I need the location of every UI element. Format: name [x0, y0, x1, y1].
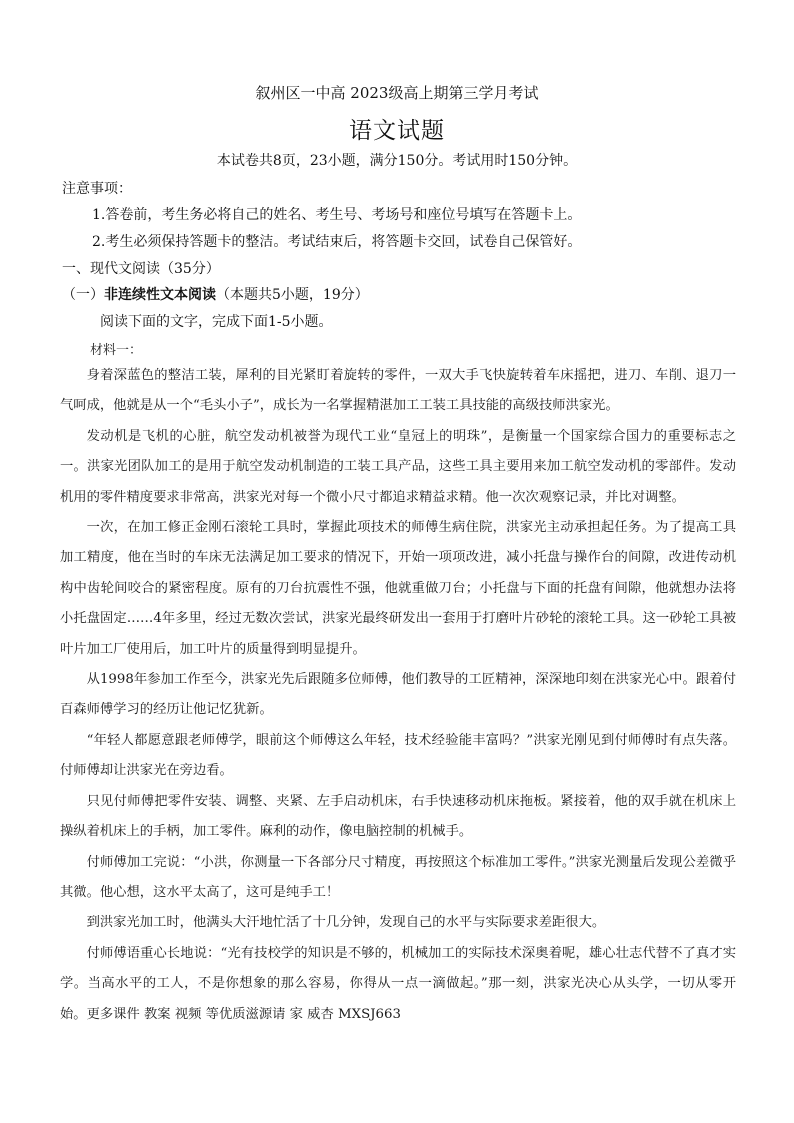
exam-info: 本试卷共8页，23小题，满分150分。考试用时150分钟。: [216, 153, 578, 169]
subject-title: 语文试题: [349, 118, 445, 144]
paragraph: 身着深蓝色的整洁工装，犀利的目光紧盯着旋转的零件，一双大手飞快旋转着车床摇把，进刀、车削、退刀一气呵成，他就是从一个“毛头小子”，成长为一名掌握精湛加工工装工具技能的高级技师洪家光。: [60, 368, 736, 414]
subsection-heading: [62, 284, 369, 304]
paragraph: “年轻人都愿意跟老师傅学，眼前这个师傅这么年轻，技术经验能丰富吗？”洪家光刚见到付师傅时有点失落。付师傅却让洪家光在旁边看。: [60, 732, 736, 779]
paragraph: 只见付师傅把零件安装、调整、夹紧、左手启动机床，右手快速移动机床拖板。紧接着，他的双手就在机床上操纵着机床上的手柄，加工零件。麻利的动作，像电脑控制的机械手。: [60, 793, 736, 840]
exam-title: 叙州区一中高 2023级高上期第三学月考试: [255, 84, 539, 102]
subsection-suffix: （本题共5小题，19分）: [216, 287, 369, 303]
paragraph: 付师傅语重心长地说：“光有技校学的知识是不够的，机械加工的实际技术深奥着呢，雄心壮志代替不了真才实学。当高水平的工人，不是你想象的那么容易，你得从一点一滴做起。”那一刻，洪家光决心从头学，一切从零开始。更多课件 教案 视频 等优质滋源请 家 威杏 MXSJ663: [60, 945, 736, 1022]
material-label: 材料一：: [90, 343, 143, 358]
notice-item-2: 2.考生必须保持答题卡的整洁。考试结束后，将答题卡交回，试卷自己保管好。: [92, 234, 582, 250]
material-body: [60, 361, 736, 1030]
paragraph: 到洪家光加工时，他满头大汗地忙活了十几分钟，发现自己的水平与实际要求差距很大。: [86, 915, 606, 931]
reading-instruction: 阅读下面的文字，完成下面1-5小题。: [100, 314, 333, 330]
notice-heading: 注意事项：: [62, 181, 132, 197]
paragraph: 从1998年参加工作至今，洪家光先后跟随多位师傅，他们教导的工匠精神，深深地印刻在洪家光心中。跟着付百森师傅学习的经历让他记忆犹新。: [60, 672, 736, 718]
section-heading: 一、现代文阅读（35分）: [62, 261, 220, 277]
subsection-bold: 非连续性文本阅读: [104, 287, 216, 303]
notice-item-1: 1.答卷前，考生务必将自己的姓名、考生号、考场号和座位号填写在答题卡上。: [92, 207, 582, 223]
paragraph: 付师傅加工完说：“小洪，你测量一下各部分尺寸精度，再按照这个标准加工零件。”洪家光测量后发现公差微乎其微。他心想，这水平太高了，这可是纯手工！: [60, 854, 736, 900]
paragraph: 发动机是飞机的心脏，航空发动机被誉为现代工业“皇冠上的明珠”，是衡量一个国家综合国力的重要标志之一。洪家光团队加工的是用于航空发动机制造的工装工具产品，这些工具主要用来加工航空发动机的零部件。发动机用的零件精度要求非常高，洪家光对每一个微小尺寸都追求精益求精。他一次次观察记录，并比对调整。: [60, 428, 736, 505]
subsection-prefix: （一）: [62, 287, 104, 303]
paragraph: 一次，在加工修正金刚石滚轮工具时，掌握此项技术的师傅生病住院，洪家光主动承担起任务。为了提高工具加工精度，他在当时的车床无法满足加工要求的情况下，开始一项项改进，减小托盘与操作台的间隙，改进传动机构中齿轮间咬合的紧密程度。原有的刀台抗震性不强，他就重做刀台；小托盘与下面的托盘有间隙，他就想办法将小托盘固定……4年多里，经过无数次尝试，洪家光最终研发出一套用于打磨叶片砂轮的滚轮工具。这一砂轮工具被叶片加工厂使用后，加工叶片的质量得到明显提升。: [60, 520, 736, 657]
